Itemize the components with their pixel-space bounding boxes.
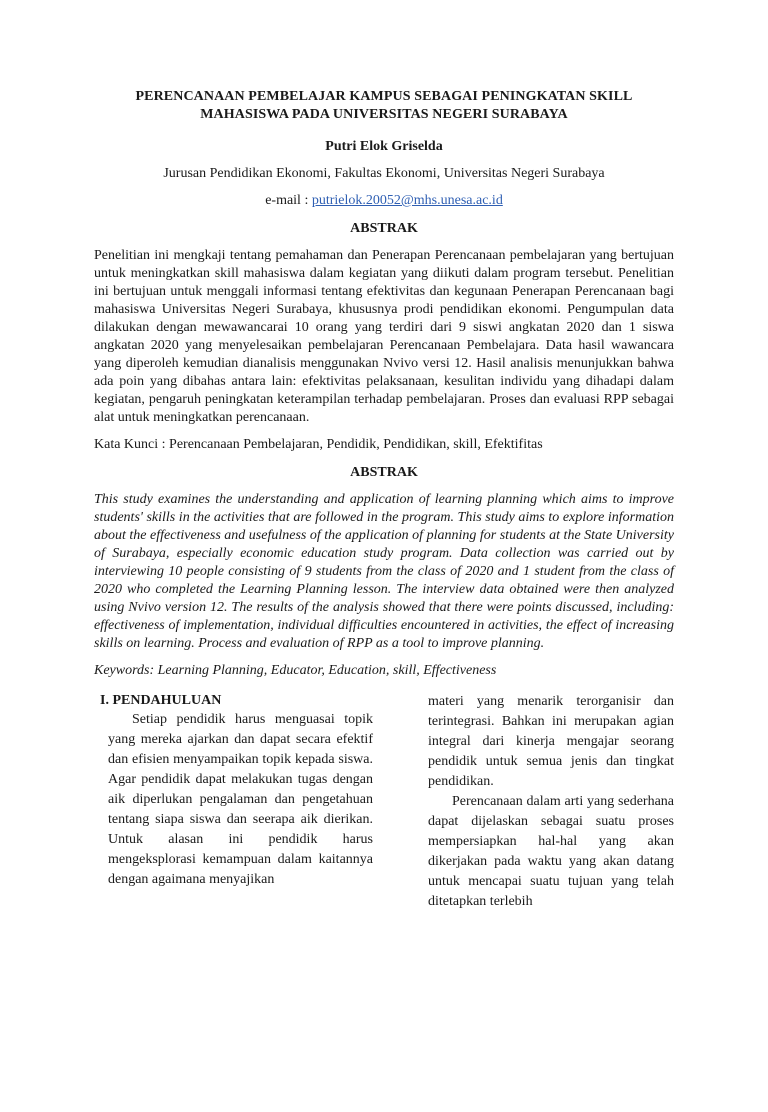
abstract-heading-en: ABSTRAK bbox=[350, 465, 418, 480]
email-label: e-mail : bbox=[265, 193, 312, 208]
intro-paragraph-2: Perencanaan dalam arti yang sederhana dapat dijelaskan sebagai suatu proses mempersiapkan hal-hal yang akan dikerjakan pada waktu yang akan datang untuk mencapai suatu tujuan yang telah ditetapkan terlebih bbox=[428, 794, 674, 909]
intro-paragraph-1-continued: materi yang menarik terorganisir dan terintegrasi. Bahkan ini merupakan agian integral dari kinerja mengajar seorang pendidik untuk semua jenis dan tingkat pendidikan. bbox=[428, 694, 674, 789]
author-name: Putri Elok Griselda bbox=[325, 139, 443, 154]
keywords-indonesian: Kata Kunci : Perencanaan Pembelajaran, Pendidik, Pendidikan, skill, Efektifitas bbox=[94, 437, 543, 452]
paper-title: PERENCANAAN PEMBELAJAR KAMPUS SEBAGAI PENINGKATAN SKILL MAHASISWA PADA UNIVERSITAS NEGERI SURABAYA bbox=[135, 89, 633, 122]
section-heading-introduction: I. PENDAHULUAN bbox=[100, 693, 222, 708]
body-column-right bbox=[428, 692, 674, 912]
body-column-left bbox=[100, 692, 373, 912]
email-link[interactable]: putrielok.20052@mhs.unesa.ac.id bbox=[311, 193, 503, 208]
abstract-indonesian: Penelitian ini mengkaji tentang pemahaman dan Penerapan Perencanaan pembelajaran yang bertujuan untuk meningkatkan skill mahasiswa dalam kegiatan yang diikuti dalam program tersebut. Penelitian ini bertujuan untuk menggali informasi tentang efektivitas dan kegunaan Penerapan Perencanaan bagi mahasiswa Universitas Negeri Surabaya, khususnya prodi pendidikan ekonomi. Pengumpulan data dilakukan dengan mewawancarai 10 orang yang terdiri dari 9 siswi angkatan 2020 dan 1 siswa angkatan 2020 yang menyelesaikan pembelajaran Perencanaan Pembelajara. Data hasil wawancara yang diperoleh kemudian dianalisis menggunakan Nvivo versi 12. Hasil analisis menunjukkan bahwa ada poin yang dibahas antara lain: efektivitas pelaksanaan, kesulitan individu yang dihadapi dalam kegiatan, pengaruh peningkatan keterampilan terhadap pembelajaran. Proses dan evaluasi RPP sebagai alat untuk meningkatkan perencanaan. bbox=[94, 248, 674, 425]
body-columns bbox=[94, 692, 674, 912]
author-email-line bbox=[94, 192, 674, 210]
keywords-english: Keywords: Learning Planning, Educator, Education, skill, Effectiveness bbox=[94, 663, 497, 678]
intro-paragraph-1: Setiap pendidik harus menguasai topik yang mereka ajarkan dan dapat secara efektif dan efisien menyampaikan topik kepada siswa. Agar pendidik dapat melakukan tugas dengan aik diperlukan pengalaman dan pengetahuan tentang siapa siswa dan seerapa aik dierikan. Untuk alasan ini pendidik harus mengeksplorasi kemampuan dalam kaitannya dengan agaimana menyajikan bbox=[108, 712, 373, 887]
paper-page bbox=[0, 88, 768, 1112]
abstract-english: This study examines the understanding and application of learning planning which aims to improve students' skills in the activities that are followed in the program. This study aims to explore information about the effectiveness and usefulness of the application of planning for students at the State University of Surabaya, especially economic education study program. Data collection was carried out by interviewing 10 people consisting of 9 students from the class of 2020 and 1 student from the class of 2020 who completed the Learning Planning lesson. The interview data obtained were then analyzed using Nvivo version 12. The results of the analysis showed that there were points discussed, including: effectiveness of implementation, individual difficulties encountered in activities, the effect of increasing skills on learning. Process and evaluation of RPP as a tool to improve planning. bbox=[94, 492, 674, 651]
author-affiliation: Jurusan Pendidikan Ekonomi, Fakultas Ekonomi, Universitas Negeri Surabaya bbox=[163, 166, 605, 181]
abstract-heading-id: ABSTRAK bbox=[350, 221, 418, 236]
